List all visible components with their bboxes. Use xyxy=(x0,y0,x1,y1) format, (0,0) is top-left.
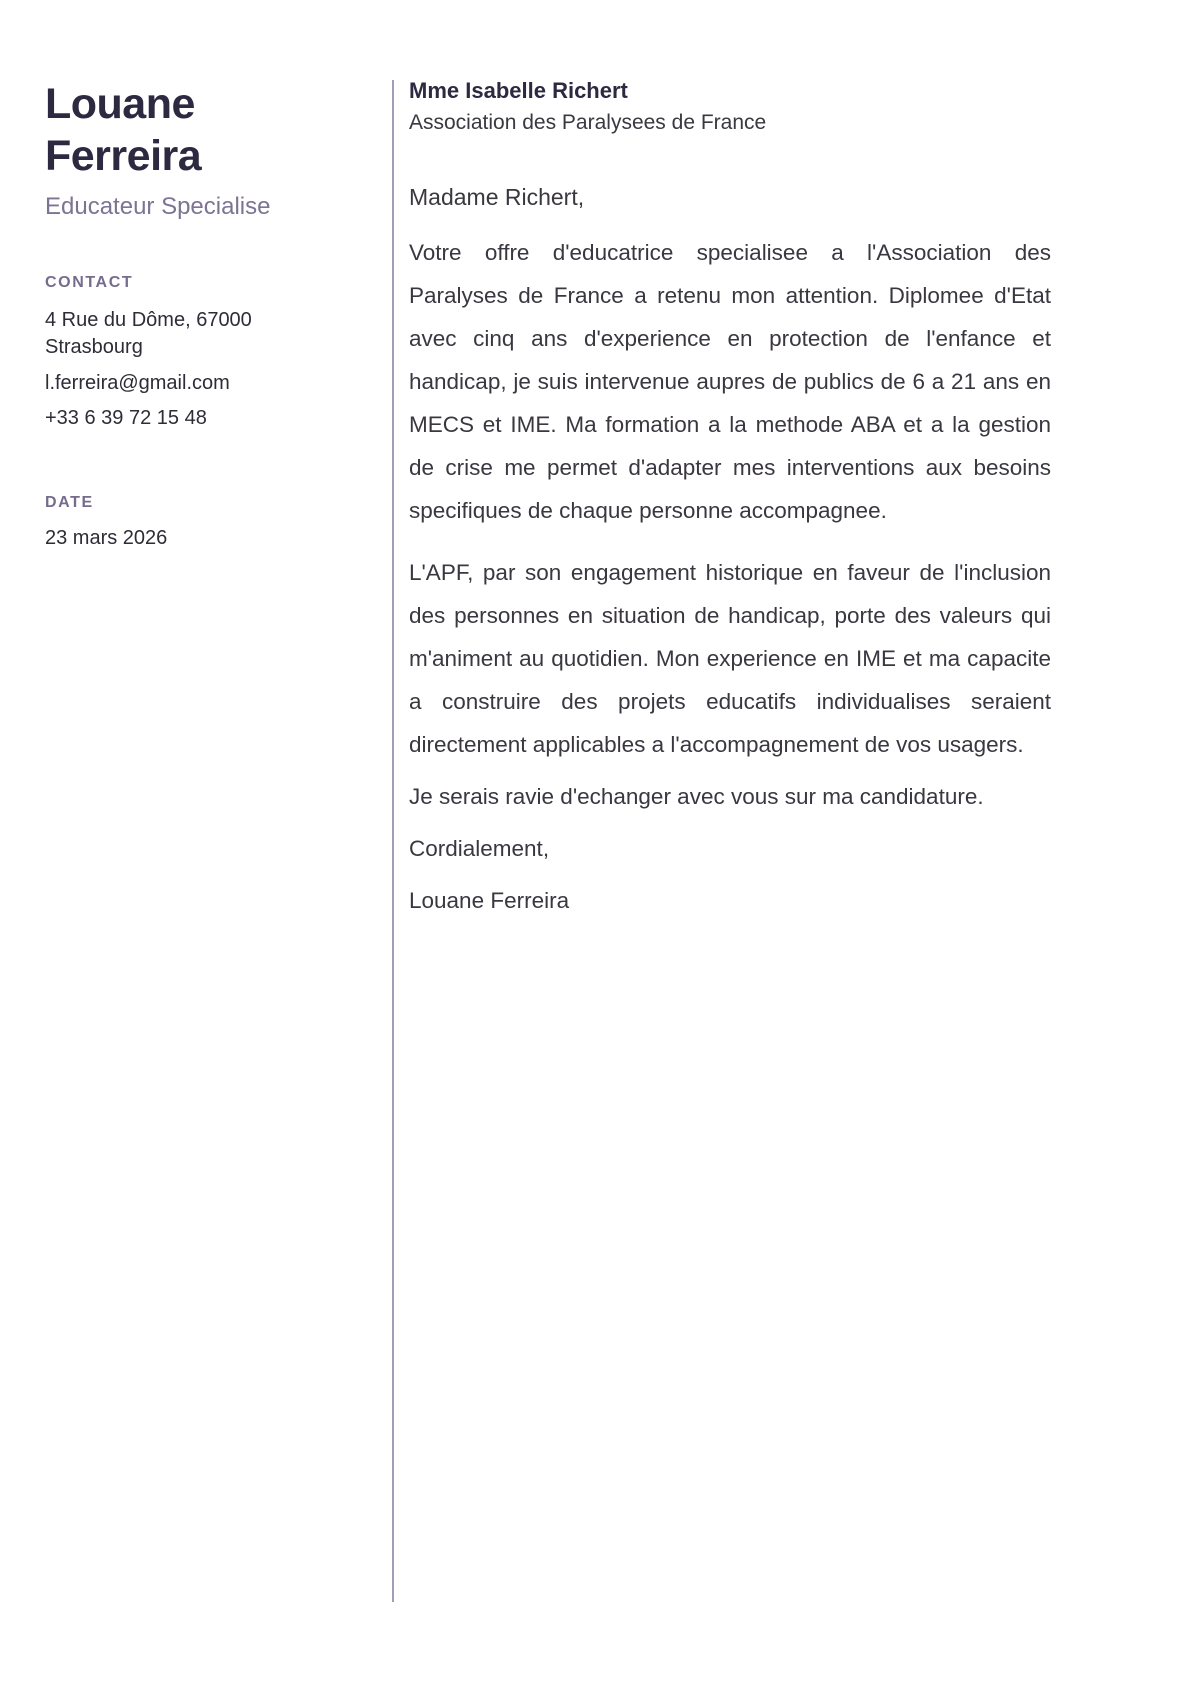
contact-address: 4 Rue du Dôme, 67000 Strasbourg xyxy=(45,309,252,358)
sidebar xyxy=(45,78,355,552)
contact-section xyxy=(45,274,355,432)
date-heading: DATE xyxy=(45,494,94,511)
vertical-divider-line xyxy=(392,80,394,1602)
contact-email: l.ferreira@gmail.com xyxy=(45,372,230,394)
person-name: Louane Ferreira xyxy=(45,80,202,180)
signature-name: Louane Ferreira xyxy=(409,888,570,913)
recipient-name: Mme Isabelle Richert xyxy=(409,78,628,103)
letter-body xyxy=(409,76,1051,922)
closing-line: Je serais ravie d'echanger avec vous sur ma candidature. xyxy=(409,784,984,809)
letter-paragraph-2: L'APF, par son engagement historique en faveur de l'inclusion des personnes en situation de handicap, porte des valeurs qui m'animent au quotidien. Mon experience en IME et ma capacite a construire des projets educatifs individualises seraient directement applicables a l'accompagnement de vos usagers. xyxy=(409,560,1051,757)
contact-heading: CONTACT xyxy=(45,274,134,291)
letter-paragraph-1: Votre offre d'educatrice specialisee a l'Association des Paralyses de France a retenu mon attention. Diplomee d'Etat avec cinq ans d'experience en protection de l'enfance et handicap, je suis intervenue aupres de publics de 6 a 21 ans en MECS et IME. Ma formation a la methode ABA et a la gestion de crise me permet d'adapter mes interventions aux besoins specifiques de chaque personne accompagnee. xyxy=(409,240,1051,523)
signoff: Cordialement, xyxy=(409,836,550,861)
recipient-organization: Association des Paralysees de France xyxy=(409,111,767,134)
salutation: Madame Richert, xyxy=(409,184,585,210)
contact-phone: +33 6 39 72 15 48 xyxy=(45,407,207,429)
date-value: 23 mars 2026 xyxy=(45,527,168,549)
person-job-title: Educateur Specialise xyxy=(45,193,271,220)
date-section xyxy=(45,494,355,552)
